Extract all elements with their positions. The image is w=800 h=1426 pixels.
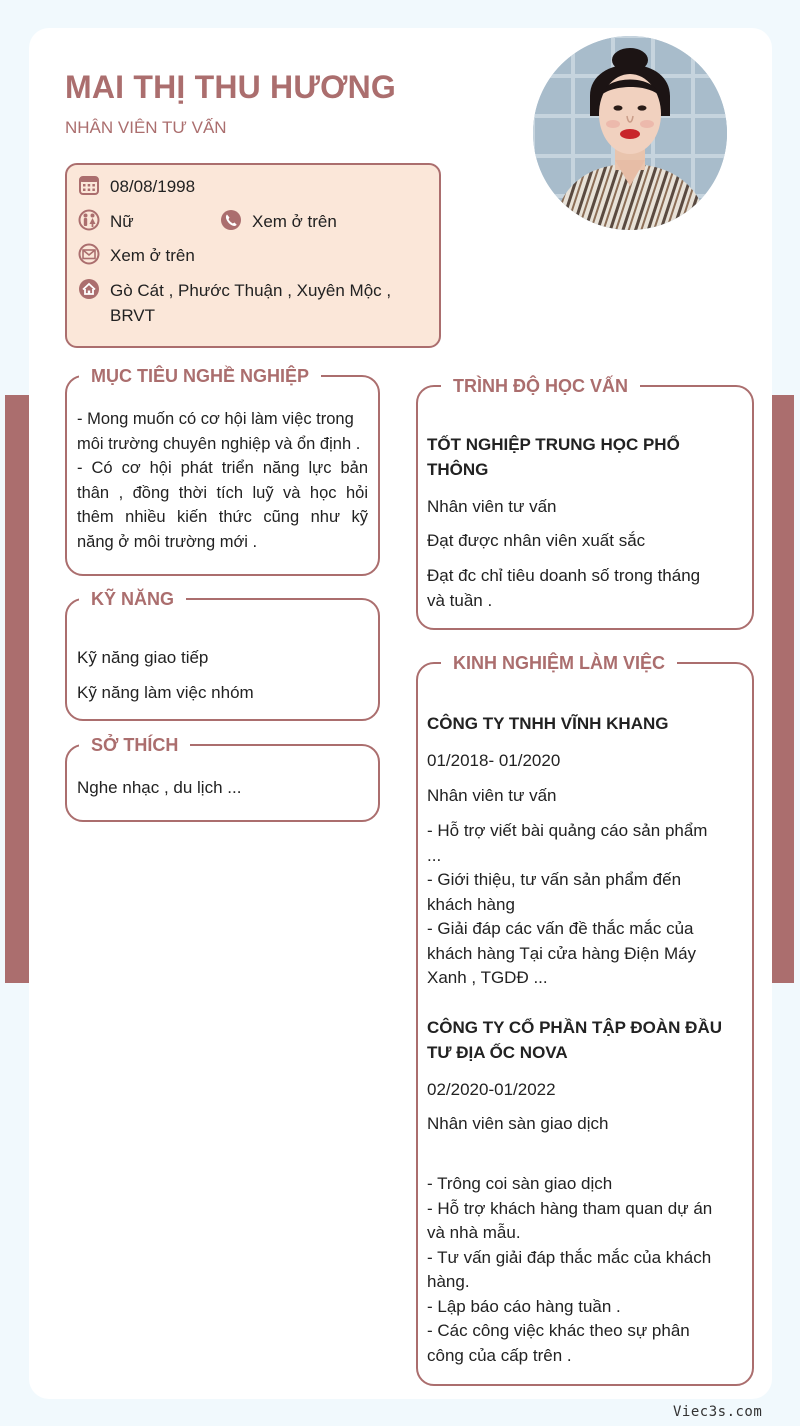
birthday-row <box>78 174 195 199</box>
education-school-line: TỐT NGHIỆP TRUNG HỌC PHỔ <box>427 435 680 454</box>
gender-icon <box>78 209 100 231</box>
education-line: Đạt đc chỉ tiêu doanh số trong tháng <box>427 566 701 585</box>
objective-line: thêm nhiều kiến thức cũng như kỹ <box>77 508 368 526</box>
candidate-position: NHÂN VIÊN TƯ VẤN <box>65 118 227 137</box>
job-desc-line: Xanh , TGDĐ ... <box>427 968 548 987</box>
gender-row <box>78 209 134 234</box>
job-desc-line: hàng. <box>427 1272 470 1291</box>
skill-item: Kỹ năng giao tiếp <box>77 648 209 667</box>
left-accent-band <box>5 395 29 983</box>
address-row <box>78 278 391 328</box>
job-desc-line: khách hàng Tại cửa hàng Điện Máy <box>427 943 697 963</box>
job-desc-line: - Tư vấn giải đáp thắc mắc của khách <box>427 1247 712 1267</box>
education-item: Đạt được nhân viên xuất sắc <box>427 531 646 550</box>
email-value: Xem ở trên <box>110 246 195 265</box>
calendar-icon <box>78 174 100 196</box>
education-school-line: THÔNG <box>427 459 489 479</box>
job-desc-line: - Trông coi sàn giao dịch <box>427 1174 613 1193</box>
job-role: Nhân viên sàn giao dịch <box>427 1114 609 1133</box>
gender-value: Nữ <box>110 212 134 231</box>
site-watermark[interactable]: Viec3s.com <box>673 1404 763 1420</box>
job-description <box>427 819 737 991</box>
birthday-value: 08/08/1998 <box>110 177 196 196</box>
address-value <box>110 278 391 328</box>
job-desc-line: - Giới thiệu, tư vấn sản phẩm đến <box>427 870 682 889</box>
objective-line: - Mong muốn có cơ hội làm việc trong <box>77 410 354 428</box>
job-desc-line: - Giải đáp các vấn đề thắc mắc của <box>427 919 694 938</box>
job-desc-line: công của cấp trên . <box>427 1345 572 1365</box>
profile-photo <box>533 36 727 230</box>
job-company <box>427 1016 737 1065</box>
job-description <box>427 1172 737 1368</box>
job-period: 02/2020-01/2022 <box>427 1080 556 1099</box>
job-desc-line: ... <box>427 845 442 865</box>
objective-title: MỤC TIÊU NGHỀ NGHIỆP <box>79 364 321 388</box>
hobbies-title: SỞ THÍCH <box>79 733 190 757</box>
objective-line: môi trường chuyên nghiệp và ổn định . <box>77 434 361 453</box>
home-icon <box>78 278 100 300</box>
phone-row <box>220 209 337 234</box>
job-company-line: TƯ ĐỊA ỐC NOVA <box>427 1042 568 1062</box>
objective-text <box>77 407 368 554</box>
job-desc-line: - Hỗ trợ khách hàng tham quan dự án <box>427 1198 713 1218</box>
experience-title: KINH NGHIỆM LÀM VIỆC <box>441 651 677 675</box>
phone-value: Xem ở trên <box>252 212 337 231</box>
job-desc-line: - Các công việc khác theo sự phân <box>427 1321 690 1340</box>
skills-title: KỸ NĂNG <box>79 587 186 611</box>
hobbies-text: Nghe nhạc , du lịch ... <box>77 778 242 797</box>
phone-icon <box>220 209 242 231</box>
education-item-multi <box>427 564 737 613</box>
job-desc-line: - Lập báo cáo hàng tuần . <box>427 1296 621 1316</box>
education-title: TRÌNH ĐỘ HỌC VẤN <box>441 374 640 398</box>
job-period: 01/2018- 01/2020 <box>427 751 561 770</box>
contact-info-box <box>65 163 441 348</box>
education-school <box>427 433 737 482</box>
objective-line: năng ở môi trường mới . <box>77 532 258 551</box>
address-line-2: BRVT <box>110 306 156 325</box>
education-item: Nhân viên tư vấn <box>427 497 557 516</box>
right-accent-band <box>772 395 794 983</box>
objective-line: - Có cơ hội phát triển năng lực bản <box>77 459 368 477</box>
job-company-line: CÔNG TY CỔ PHẦN TẬP ĐOÀN ĐẦU <box>427 1018 723 1037</box>
skill-item: Kỹ năng làm việc nhóm <box>77 683 254 702</box>
objective-line: thân , đồng thời tích luỹ và học hỏi <box>77 483 368 502</box>
email-icon <box>78 243 100 265</box>
education-line: và tuần . <box>427 590 493 610</box>
job-desc-line: và nhà mẫu. <box>427 1223 521 1242</box>
candidate-name: MAI THỊ THU HƯƠNG <box>65 69 396 105</box>
job-desc-line: khách hàng <box>427 894 515 914</box>
address-line-1: Gò Cát , Phước Thuận , Xuyên Mộc , <box>110 281 392 300</box>
job-desc-line: - Hỗ trợ viết bài quảng cáo sản phẩm <box>427 821 708 840</box>
job-company: CÔNG TY TNHH VĨNH KHANG <box>427 714 669 733</box>
email-row <box>78 243 195 268</box>
job-role: Nhân viên tư vấn <box>427 786 557 805</box>
